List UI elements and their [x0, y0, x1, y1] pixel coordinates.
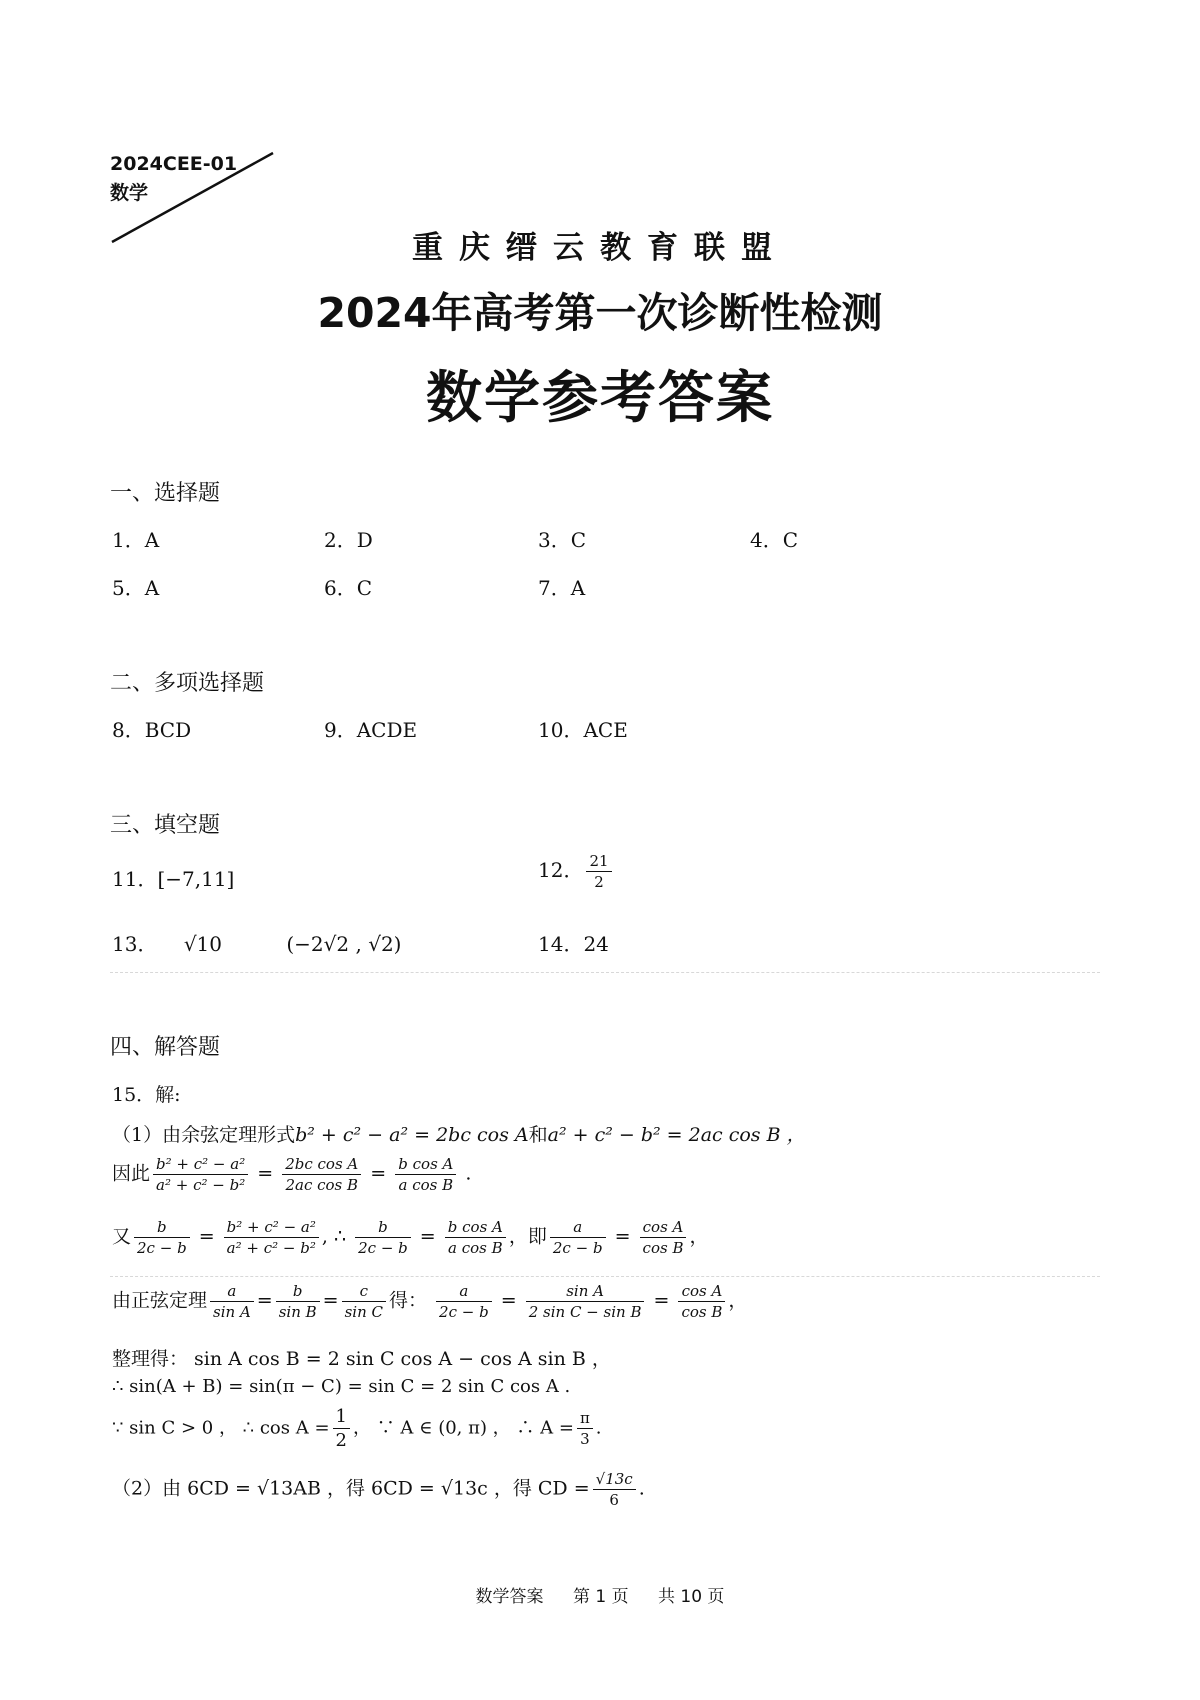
fraction: [342, 1282, 386, 1321]
text: 和: [528, 1124, 548, 1146]
numerator: b cos A: [395, 1155, 456, 1175]
denominator: a² + c² − b²: [156, 1176, 246, 1194]
question-15-label: 15．解:: [112, 1084, 181, 1106]
therefore-symbol: ∴: [333, 1225, 347, 1248]
denominator: cos B: [681, 1303, 723, 1321]
fraction: [282, 1155, 361, 1194]
text: ∵ sin C > 0 ， ∴ cos A =: [112, 1417, 330, 1439]
solution-line-6: ∴ sin(A + B) = sin(π − C) = sin C = 2 sin C cos A .: [112, 1376, 571, 1397]
fraction: [586, 852, 611, 891]
text: 得：: [388, 1289, 427, 1312]
text: （2）由 6CD = √13AB ，得 6CD = √13c ，得 CD =: [112, 1477, 590, 1500]
answer-item: 10．ACE: [538, 718, 628, 742]
denominator: 6: [609, 1491, 619, 1509]
text: 又: [112, 1225, 132, 1248]
denominator: 2 sin C − sin B: [528, 1303, 642, 1321]
numerator: b cos A: [445, 1218, 506, 1238]
denominator: cos B: [642, 1239, 684, 1257]
fraction: [678, 1282, 725, 1321]
fraction: [333, 1406, 350, 1451]
answer-item-14: 14．24: [538, 932, 609, 956]
numerator: 1: [333, 1406, 350, 1429]
denominator: a cos B: [448, 1239, 503, 1257]
answer-item-12: [538, 852, 615, 891]
numerator: 2bc cos A: [282, 1155, 361, 1175]
denominator: sin A: [213, 1303, 251, 1321]
fraction: [436, 1282, 492, 1321]
page-footer: [0, 1582, 1200, 1607]
denominator: 2: [335, 1430, 347, 1451]
text: （1）由余弦定理形式: [112, 1124, 296, 1146]
numerator: a: [210, 1282, 254, 1302]
fraction: [445, 1218, 506, 1257]
answer-label: 13．: [112, 932, 158, 956]
footer-page-number: 第 1 页: [572, 1587, 629, 1607]
answer-item: 1．A: [112, 528, 160, 552]
footer-total-pages: 共 10 页: [657, 1587, 725, 1607]
fraction: [355, 1218, 411, 1257]
denominator: a cos B: [398, 1176, 454, 1194]
fraction: [224, 1218, 319, 1257]
denominator: sin B: [278, 1303, 317, 1321]
fraction: [276, 1282, 320, 1321]
numerator: b: [276, 1282, 320, 1302]
answer-item: 2．D: [324, 528, 373, 552]
answer-item: 4．C: [750, 528, 799, 552]
solution-line-4: 由正弦定理 $\frac{a}{\text{sin A}}$ = $\frac{b}{\text{sin B}}$ = $\frac{c}{\text{sin C}}$ 得： $\frac{a}{2c - b}$ = $\frac{\text{sin A}}{\text{2 sin C − sin B}}$ = $\frac{\text{cos A}}{\text{cos B}}$ ，: [112, 1282, 748, 1321]
numerator: √13c: [593, 1470, 636, 1490]
numerator: b² + c² − a²: [153, 1155, 248, 1175]
fraction: [153, 1155, 248, 1194]
text: 由正弦定理: [112, 1289, 208, 1312]
denominator: a² + c² − b²: [226, 1239, 316, 1257]
numerator: cos A: [640, 1218, 687, 1238]
denominator: 2c − b: [137, 1239, 187, 1257]
fraction: [550, 1218, 606, 1257]
equation: a² + c² − b² = 2ac cos B ，: [547, 1124, 806, 1146]
answer-label: 12．: [538, 858, 584, 882]
denominator: 3: [580, 1430, 590, 1448]
section-heading-multiple-choice: 二、多项选择题: [110, 671, 265, 696]
denominator: 2c − b: [439, 1303, 489, 1321]
answer-item: 8．BCD: [112, 718, 192, 742]
fraction: [526, 1282, 645, 1321]
section-heading-fill-in: 三、填空题: [110, 813, 221, 838]
denominator: 2: [594, 873, 604, 891]
text: ，即: [508, 1225, 547, 1248]
section-heading-solutions: 四、解答题: [110, 1035, 221, 1060]
denominator: sin C: [344, 1303, 383, 1321]
denominator: 2c − b: [358, 1239, 408, 1257]
solution-line-1: [112, 1120, 806, 1147]
solution-line-5: 整理得： sin A cos B = 2 sin C cos A − cos A sin B ，: [112, 1348, 611, 1370]
document-code: 2024CEE-01: [110, 153, 238, 175]
numerator: cos A: [678, 1282, 725, 1302]
numerator: 21: [586, 852, 611, 872]
text: 因此: [112, 1162, 151, 1185]
denominator: 2ac cos B: [285, 1176, 359, 1194]
fraction: [640, 1218, 687, 1257]
solution-line-2: 因此 $\frac{\text{b² + c² − a²}}{\text{a² + c² − b²}}$ = $\frac{\text{2bc cos A}}{\text{2ac cos B}}$ = $\frac{\text{b cos A}}{\text{a cos B}}$ .: [112, 1155, 472, 1194]
numerator: b: [355, 1218, 411, 1238]
answer-key-title: 数学参考答案: [426, 366, 774, 431]
numerator: sin A: [526, 1282, 645, 1302]
fraction: [577, 1409, 593, 1448]
answer-value: √10: [183, 932, 223, 956]
answer-value: (−2√2 , √2): [286, 932, 402, 956]
answer-item: 6．C: [324, 576, 373, 600]
document-subject: 数学: [110, 182, 149, 204]
denominator: 2c − b: [552, 1239, 603, 1257]
answer-item: 7．A: [538, 576, 586, 600]
answer-item: 5．A: [112, 576, 160, 600]
exam-title: 2024年高考第一次诊断性检测: [317, 289, 883, 337]
numerator: a: [550, 1218, 606, 1238]
equation: b² + c² − a² = 2bc cos A: [295, 1124, 529, 1146]
fraction: [593, 1470, 636, 1509]
fraction: [210, 1282, 254, 1321]
text: ， ∵ A ∈ (0, π) ， ∴ A =: [352, 1417, 574, 1439]
numerator: π: [577, 1409, 593, 1429]
numerator: c: [342, 1282, 386, 1302]
numerator: b: [134, 1218, 190, 1238]
organization-title: 重庆缙云教育联盟: [412, 230, 788, 266]
fraction: [395, 1155, 456, 1194]
solution-line-7: ∵ sin C > 0 ， ∴ cos A = $\frac{1}{2}$ ， ∵ A ∈ (0, π) ， ∴ A = $\frac{\pi}{3}$ .: [112, 1406, 602, 1451]
numerator: b² + c² − a²: [224, 1218, 319, 1238]
answer-item-11: 11．[−7,11]: [112, 867, 235, 891]
solution-line-8: （2）由 6CD = √13AB ，得 6CD = √13c ，得 CD = $\frac{√13c}{6}$ .: [112, 1470, 645, 1509]
solution-line-3: 又 $\frac{b}{2c - b}$ = $\frac{\text{b² + c² − a²}}{\text{a² + c² − b²}}$ , ∴ $\frac{b}{2c - b}$ = $\frac{\text{b cos A}}{\text{a cos B}}$ ，即 $\frac{a}{2c - b}$ = $\frac{\text{cos A}}{\text{cos B}}$ ，: [112, 1218, 709, 1257]
numerator: a: [436, 1282, 492, 1302]
answer-item-13: [112, 928, 401, 957]
section-heading-choice: 一、选择题: [110, 481, 221, 506]
answer-item: 9．ACDE: [324, 718, 418, 742]
divider: [110, 1276, 1100, 1277]
fraction: [134, 1218, 190, 1257]
answer-item: 3．C: [538, 528, 587, 552]
divider: [110, 972, 1100, 973]
footer-label: 数学答案: [475, 1587, 544, 1607]
